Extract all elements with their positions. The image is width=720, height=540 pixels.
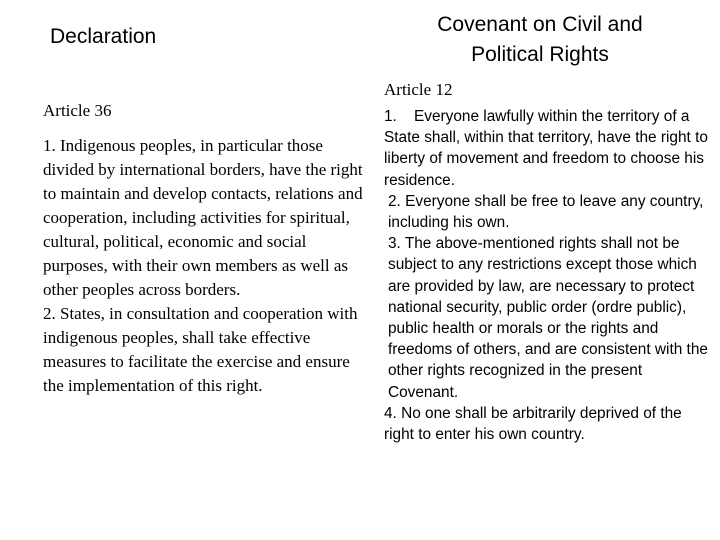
paragraph-1-number: 1. <box>384 108 397 125</box>
article-36-title: Article 36 <box>43 101 112 120</box>
article-12-paragraph-3: 3. The above-mentioned rights shall not be subject to any restrictions except those which are provided by law, are necessary to protect national security, public order (ordre public), public health or morals or the rights and freedoms of others, and are consistent with the other rights recognized in the present Covenant. <box>388 235 708 401</box>
paragraph-1-text: Everyone lawfully within the territory of a State shall, within that territory, have the right to liberty of movement and freedom to choose his residence. <box>384 108 708 189</box>
article-12-paragraph-1 <box>384 106 714 191</box>
article-12-body <box>384 106 714 445</box>
article-36-paragraph-1: 1. Indigenous peoples, in particular those divided by international borders, have the right to maintain and develop contacts, relations and cooperation, including activities for spiritual, cultural, political, economic and social purposes, with their own members as well as other peoples across borders. <box>43 136 363 299</box>
article-36-body <box>43 134 363 398</box>
article-12-paragraph-4: 4. No one shall be arbitrarily deprived of the right to enter his own country. <box>384 404 682 444</box>
covenant-heading: Covenant on Civil and Political Rights <box>437 13 643 66</box>
article-36-paragraph-2: 2. States, in consultation and cooperation with indigenous peoples, shall take effective measures to facilitate the exercise and ensure the implementation of this right. <box>43 304 358 395</box>
article-12-paragraph-2: 2. Everyone shall be free to leave any country, including his own. <box>388 192 704 232</box>
declaration-heading: Declaration <box>50 25 157 48</box>
article-12-title: Article 12 <box>384 80 453 99</box>
